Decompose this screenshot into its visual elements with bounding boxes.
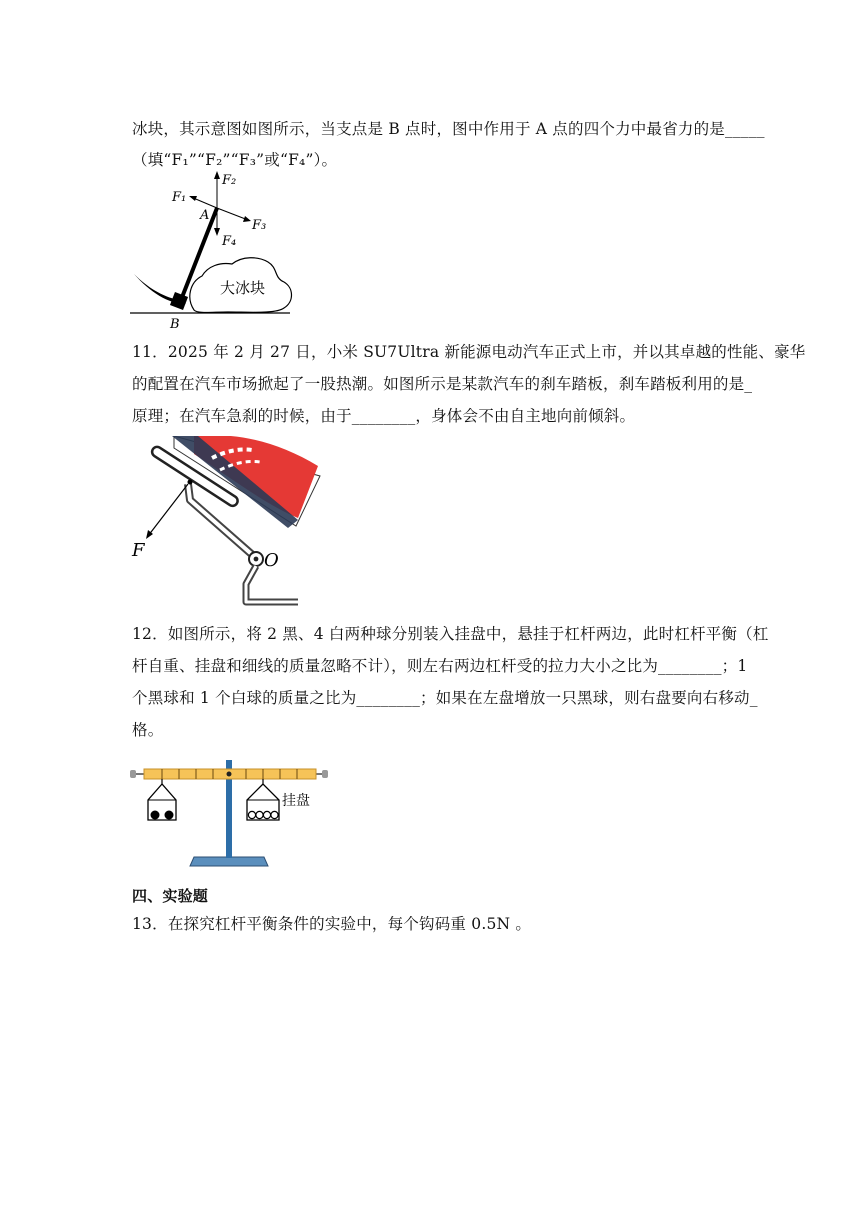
lever-balance-figure (128, 754, 332, 874)
q12-text-line-2: 杆自重、挂盘和细线的质量忽略不计），则左右两边杠杆受的拉力大小之比为________；1 (132, 657, 748, 675)
black-ball (151, 811, 160, 820)
label-o: O (264, 550, 279, 571)
white-ball (271, 811, 278, 818)
label-f: F (132, 540, 145, 561)
brake-pedal-figure (128, 436, 328, 606)
black-ball (165, 811, 174, 820)
q12-text-line-4: 格。 (132, 721, 164, 739)
label-point-b: B (170, 317, 180, 332)
white-ball (256, 811, 263, 818)
label-f4: F₄ (222, 234, 237, 249)
pick-head-block (170, 292, 188, 310)
pan-label: 挂盘 (282, 793, 310, 809)
q12-text-line-3: 个黑球和 1 个白球的质量之比为________；如果在左盘增放一只黑球，则右盘要向右移动_ (132, 689, 758, 707)
q11-text-line-1: 11．2025 年 2 月 27 日，小米 SU7Ultra 新能源电动汽车正式上市，并以其卓越的性能、豪华 (132, 343, 806, 361)
q13-text-line-1: 13．在探究杠杆平衡条件的实验中，每个钩码重 0.5N 。 (132, 915, 532, 933)
label-f2: F₂ (222, 173, 237, 188)
q11-text-line-2: 的配置在汽车市场掀起了一股热潮。如图所示是某款汽车的刹车踏板，刹车踏板利用的是_ (132, 375, 753, 393)
ice-block-label: 大冰块 (220, 279, 266, 297)
stand-base (190, 857, 268, 866)
q11-text-line-3: 原理；在汽车急刹的时候，由于________，身体会不由自主地向前倾斜。 (132, 407, 636, 425)
q12-text-line-1: 12．如图所示，将 2 黑、4 白两种球分别装入挂盘中，悬挂于杠杆两边，此时杠杆平衡（杠 (132, 625, 769, 643)
label-f1: F₁ (172, 190, 187, 205)
label-point-a: A (200, 208, 210, 223)
section-heading: 四、实验题 (132, 887, 209, 905)
force-f3-arrow (217, 208, 248, 220)
white-ball (248, 811, 255, 818)
white-ball (263, 811, 270, 818)
label-f3: F₃ (252, 218, 267, 233)
q10-text-line-2: （填“F₁”“F₂”“F₃”或“F₄”）。 (132, 151, 338, 169)
q10-text-line-1: 冰块，其示意图如图所示，当支点是 B 点时，图中作用于 A 点的四个力中最省力的是_____ (132, 120, 765, 138)
pickaxe-lever-figure (128, 170, 308, 332)
force-f-arrow (148, 484, 188, 536)
